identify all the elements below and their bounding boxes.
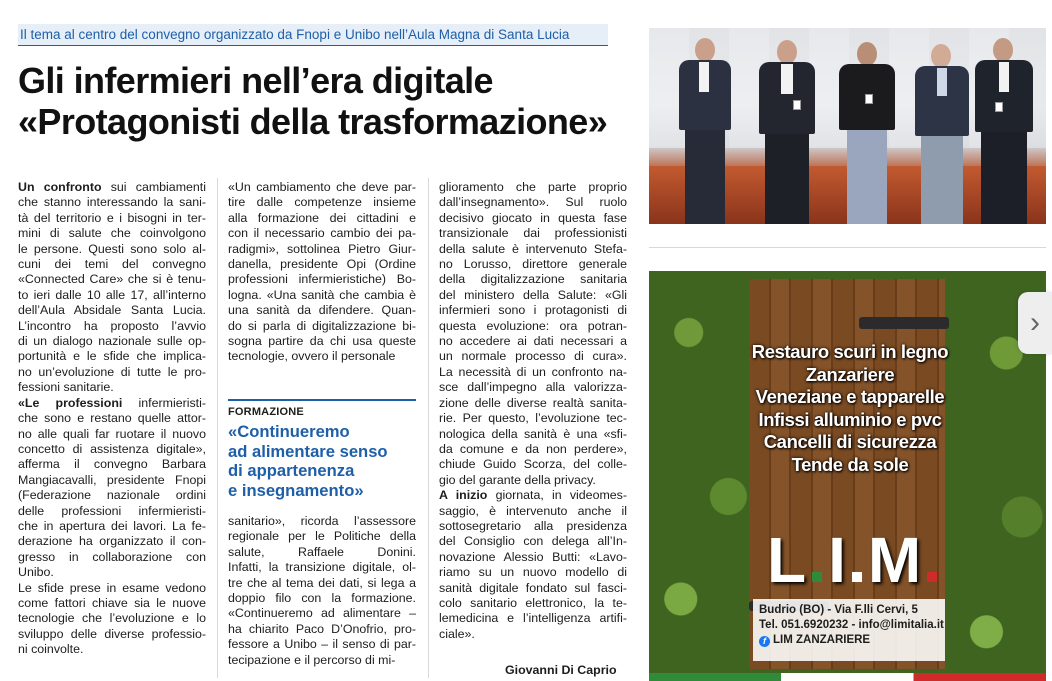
text-line (228, 195, 416, 210)
chevron-right-icon: › (1030, 306, 1040, 339)
line-text: tecnologie, ovvero il personale (228, 349, 396, 364)
ad-service-item: Restauro scuri in legno (751, 341, 949, 362)
line-text: colo sanitario elettronico, la te- (439, 595, 627, 610)
text-line (228, 622, 416, 637)
text-line (439, 303, 627, 318)
line-text: decisivo giocato in questa fase (439, 210, 627, 225)
line-text: una sanità da difendere. Quan- (228, 303, 416, 318)
ad-logo-dot (812, 572, 822, 582)
line-text: sanitario», ricorda l’assessore (228, 514, 416, 528)
line-text: ni coinvolte. (18, 642, 84, 657)
article-column-2-bottom (228, 514, 416, 668)
text-line (18, 596, 206, 611)
kicker: Il tema al centro del convegno organizzato da Fnopi e Unibo nell’Aula Magna di Santa Lucia (18, 24, 608, 46)
line-text: rie. Per questo, l’evoluzione tec- (439, 411, 627, 426)
line-text: del ministero della Salute: «Gli (439, 287, 627, 302)
line-text: che in apertura dei lavori. La fe- (18, 518, 206, 533)
line-text: nologica della sanità è una «sfi- (439, 426, 627, 441)
line-text: «Continueremo ad alimentare – (228, 606, 416, 621)
pull-quote-line: «Continueremo (228, 422, 350, 441)
line-text: ciale». (439, 626, 475, 641)
line-text: cuni dei temi del convegno (18, 257, 206, 272)
text-line (18, 319, 206, 334)
text-line (18, 257, 206, 272)
ad-logo-letter: I (828, 524, 850, 596)
text-line (228, 242, 416, 257)
text-line (18, 365, 206, 380)
line-text: transizionale dai professionisti (439, 226, 627, 241)
line-text: «Un cambiamento che deve par- (228, 180, 416, 194)
line-text: sui cambiamenti (101, 180, 206, 194)
line-text: sce dall’impegno alla valorizza- (439, 380, 627, 395)
text-line (228, 560, 416, 575)
line-text: tire dalle competenze insieme (228, 195, 416, 210)
line-text: «Connected Care» che si è tenu- (18, 272, 206, 287)
line-text: tre che al tema dei dati, si lega a (228, 575, 416, 590)
line-text: infermieri sono i protagonisti di (439, 303, 627, 318)
line-text: to ieri dalle 10 alle 17, all’interno (18, 287, 206, 302)
line-text: radigmi», sottolinea Pietro Giur- (228, 241, 416, 256)
line-text: che stanno interessando la sani- (18, 195, 206, 210)
line-text: del Consiglio con delega all’In- (439, 534, 627, 549)
facebook-icon: f (759, 636, 770, 647)
article-column-3 (439, 180, 627, 642)
ad-logo-letter: M (867, 524, 926, 596)
column-divider (217, 178, 218, 678)
line-text: La necessità di un confronto na- (439, 364, 627, 379)
text-line (18, 349, 206, 364)
text-line (228, 303, 416, 318)
text-line (439, 488, 627, 503)
text-line (18, 457, 206, 472)
line-text: do si parla di digitalizzazione bi- (228, 318, 416, 333)
text-line (18, 565, 206, 580)
column-divider (428, 178, 429, 678)
italian-flag-stripe (649, 673, 1046, 681)
line-text: della digitalizzazione sanitaria (439, 272, 627, 287)
text-line (439, 504, 627, 519)
text-line (228, 180, 416, 195)
line-text: della salute è intervenuto Stefa- (439, 241, 627, 256)
article-column-2 (228, 180, 416, 365)
text-line (228, 653, 416, 668)
ad-contact: Tel. 051.6920232 - info@limitalia.it (759, 619, 944, 631)
line-text: no Lorusso, direttore generale (439, 257, 627, 272)
ad-service-item: Veneziane e tapparelle (755, 386, 945, 407)
line-text: tà del territorio e i bisogni in ter- (18, 210, 206, 225)
text-line (228, 529, 416, 544)
line-text: ha chiarito Paco D’Onofrio, pro- (228, 621, 416, 636)
text-line (18, 180, 206, 195)
text-line (439, 627, 627, 642)
box-label: FORMAZIONE (228, 406, 304, 418)
ad-service-item: Zanzariere (805, 363, 895, 385)
line-text: tecnologie che l’evoluzione e lo (18, 611, 206, 626)
text-line (18, 411, 206, 426)
paragraph-2 (18, 396, 206, 658)
lead-in: A inizio (439, 488, 488, 503)
text-line (18, 272, 206, 287)
line-text: gresso in collaborazione con (18, 549, 206, 564)
line-text: no un’evoluzione di tutte le pro- (18, 364, 206, 379)
text-line (439, 211, 627, 226)
ad-service-item: Tende da sole (791, 453, 909, 475)
text-line (18, 380, 206, 395)
text-line (439, 473, 627, 488)
text-line (228, 349, 416, 364)
line-text: concetto di assistenza digitale», (18, 441, 206, 456)
line-text: logna. «Una sanità che cambia è (228, 287, 416, 302)
text-line (228, 319, 416, 334)
text-line (228, 545, 416, 560)
text-line (439, 534, 627, 549)
text-line (18, 581, 206, 596)
text-line (228, 272, 416, 287)
text-line (228, 514, 416, 529)
line-text: dall’insegnamento». Sul ruolo (439, 195, 627, 210)
text-line (18, 488, 206, 503)
text-line (228, 637, 416, 652)
text-line (18, 642, 206, 657)
text-line (228, 591, 416, 606)
text-line (228, 576, 416, 591)
text-line (18, 473, 206, 488)
line-text: come fattori chiave sia le nuove (18, 595, 206, 610)
ad-services-list (745, 341, 955, 476)
text-line (228, 211, 416, 226)
advertisement[interactable] (649, 271, 1046, 681)
line-text: le persone. Questi sono solo al- (18, 241, 206, 256)
text-line (18, 195, 206, 210)
line-text: afferma il convegno Barbara (18, 457, 206, 472)
text-line (18, 334, 206, 349)
line-text: delle professioni infermieristi- (18, 503, 206, 518)
line-text: fessioni sanitarie. (18, 380, 114, 395)
paragraph-1 (18, 180, 206, 396)
text-line (18, 611, 206, 626)
section-divider (649, 247, 1046, 248)
text-line (18, 534, 206, 549)
line-text: chiude Guido Scorza, del colle- (439, 457, 627, 472)
line-text: tecipazione e il percorso di mi- (228, 652, 396, 667)
ad-address: Budrio (BO) - Via F.lli Cervi, 5 (759, 604, 918, 616)
line-text: L’incontro ha proposto l’avvio (18, 318, 206, 333)
text-line (18, 427, 206, 442)
text-line (228, 334, 416, 349)
pull-quote-line: e insegnamento» (228, 480, 364, 500)
text-line (439, 242, 627, 257)
text-line (18, 303, 206, 318)
text-line (18, 242, 206, 257)
line-text: alla formazione dei cittadini e (228, 210, 416, 225)
line-text: derazione ha organizzato il con- (18, 534, 206, 549)
text-line (439, 565, 627, 580)
line-text: questa evoluzione: ora potran- (439, 318, 627, 333)
headline (18, 60, 638, 142)
ad-contact-box (753, 599, 945, 661)
box-rule (228, 399, 416, 401)
text-line (439, 349, 627, 364)
text-line (439, 457, 627, 472)
text-line (439, 257, 627, 272)
line-text: Mangiacavalli, presidente Fnopi (18, 472, 206, 487)
ad-logo (767, 523, 943, 597)
lead-in: «Le professioni (18, 395, 123, 410)
paragraph-4 (228, 514, 416, 668)
line-text: che sono e restano quelle attor- (18, 411, 206, 426)
text-line (439, 519, 627, 534)
text-line (439, 396, 627, 411)
line-text: di un dialogo nazionale sulle op- (18, 334, 206, 349)
line-text: da comune e da non perdere», (439, 441, 627, 456)
text-line (439, 427, 627, 442)
text-line (439, 365, 627, 380)
line-text: lemedicina e l’intelligenza artifi- (439, 611, 627, 626)
text-line (439, 334, 627, 349)
paragraph-3 (228, 180, 416, 365)
line-text: mini di salute che coinvolgono (18, 226, 206, 241)
text-line (439, 611, 627, 626)
line-text: Infatti, la transizione digitale, ol- (228, 560, 416, 575)
text-line (439, 442, 627, 457)
line-text: doppio filo con la formazione. (228, 591, 416, 606)
text-line (439, 596, 627, 611)
text-line (18, 627, 206, 642)
text-line (228, 606, 416, 621)
line-text: sottosegretario alla presidenza (439, 518, 627, 533)
text-line (439, 288, 627, 303)
line-text: riamo su un nuovo modello di (439, 565, 627, 580)
line-text: professioni infermieristiche) Bo- (228, 272, 416, 287)
pull-quote-line: di appartenenza (228, 461, 355, 481)
line-text: zione delle diverse realtà sanita- (439, 395, 627, 410)
line-text: sanità digitale fondato sul fasci- (439, 580, 627, 595)
line-text: no alle quali far ruotare il nuovo (18, 426, 206, 441)
line-text: regionale per le Politiche della (228, 529, 416, 544)
line-text: glioramento che parte proprio (439, 180, 627, 194)
text-line (228, 288, 416, 303)
line-text: Le sfide prese in esame vedono (18, 580, 206, 595)
line-text: un normale processo di cura». (439, 349, 627, 364)
text-line (228, 257, 416, 272)
text-line (18, 519, 206, 534)
pull-quote (228, 422, 418, 500)
text-line (18, 211, 206, 226)
line-text: no accedere ai dati necessari a (439, 334, 627, 349)
ad-service-item: Infissi alluminio e pvc (758, 408, 942, 430)
line-text: novazione Alessio Butti: «Lavo- (439, 549, 627, 564)
headline-line-2: «Protagonisti della trasformazione» (18, 101, 608, 142)
ad-logo-dot (927, 572, 937, 582)
ad-facebook[interactable]: f LIM ZANZARIERE (759, 633, 939, 648)
line-text: sviluppo delle diverse professio- (18, 626, 206, 641)
line-text: saggio, è intervenuto anche il (439, 503, 627, 518)
article-column-1 (18, 180, 206, 658)
text-line (439, 380, 627, 395)
text-line (18, 288, 206, 303)
paragraph-6 (439, 488, 627, 642)
headline-line-1: Gli infermieri nell’era digitale (18, 60, 493, 101)
lead-in: Un confronto (18, 180, 102, 194)
ad-logo-letter: L (767, 524, 811, 596)
text-line (439, 272, 627, 287)
text-line (439, 226, 627, 241)
text-line (18, 550, 206, 565)
event-photo (649, 28, 1046, 224)
line-text: fessore a Unibo – il senso di par- (228, 637, 416, 652)
paragraph-5 (439, 180, 627, 488)
text-line (18, 226, 206, 241)
line-text: gio del garante della privacy. (439, 472, 596, 487)
author-signature: Giovanni Di Caprio (505, 663, 617, 677)
next-page-button[interactable] (1018, 292, 1052, 354)
line-text: con il necessario cambio dei pa- (228, 226, 416, 241)
line-text: dell’Aula Absidale Santa Lucia. (18, 303, 206, 318)
text-line (18, 442, 206, 457)
line-text: (Federazione nazionale ordini (18, 488, 206, 503)
line-text: sogna partire da chi usa queste (228, 334, 416, 349)
text-line (18, 396, 206, 411)
text-line (439, 550, 627, 565)
text-line (439, 180, 627, 195)
line-text: portunità e le sfide che implica- (18, 349, 206, 364)
line-text: Unibo. (18, 565, 54, 580)
text-line (439, 195, 627, 210)
line-text: danella, presidente Opi (Ordine (228, 257, 416, 272)
ad-service-item: Cancelli di sicurezza (763, 431, 937, 452)
text-line (228, 226, 416, 241)
pull-quote-line: ad alimentare senso (228, 441, 388, 461)
line-text: giornata, in videomes- (487, 488, 627, 503)
text-line (439, 319, 627, 334)
line-text: salute, Raffaele Donini. (228, 544, 416, 559)
text-line (439, 581, 627, 596)
line-text: infermieristi- (122, 395, 206, 410)
text-line (439, 411, 627, 426)
text-line (18, 504, 206, 519)
ad-logo-dot (852, 572, 862, 582)
ad-hinge (859, 317, 949, 329)
